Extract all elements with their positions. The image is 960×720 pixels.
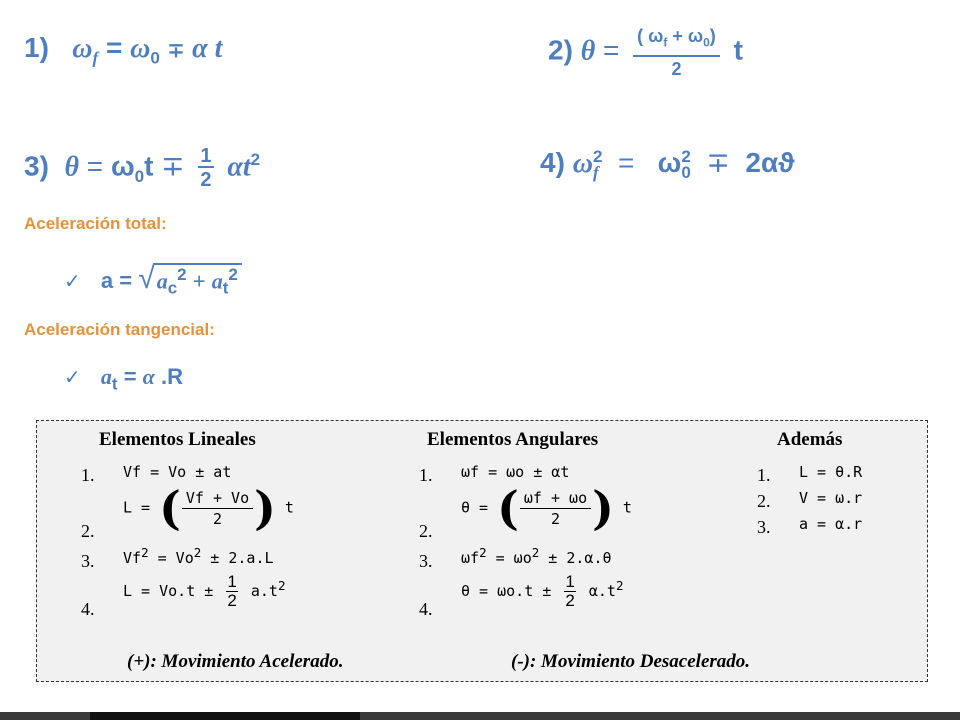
extra-formula-1: L = θ.R bbox=[799, 463, 863, 481]
time-variable: t bbox=[733, 34, 743, 66]
heading-tangential-acceleration: Aceleración tangencial: bbox=[24, 320, 215, 339]
superscript: 2 bbox=[177, 264, 187, 284]
equation-term: 2αϑ bbox=[745, 147, 795, 178]
row-number: 1. bbox=[419, 465, 433, 485]
formula-lhs: a = bbox=[100, 268, 133, 293]
time-variable: t bbox=[284, 498, 294, 517]
fraction-half bbox=[564, 573, 575, 610]
left-paren: ( bbox=[497, 481, 519, 535]
fraction-denominator: 2 bbox=[671, 58, 682, 79]
subscript: 0 bbox=[134, 166, 145, 186]
formula-part: θ = ωo.t ± bbox=[461, 582, 552, 600]
formula-part: = ωo bbox=[486, 549, 532, 567]
row-number: 4. bbox=[81, 599, 95, 619]
row-number: 3. bbox=[419, 551, 433, 571]
radius-term: .R bbox=[160, 364, 183, 389]
check-icon: ✓ bbox=[64, 367, 81, 389]
linear-formula-1: Vf = Vo ± at bbox=[123, 463, 232, 481]
fraction-half bbox=[198, 146, 213, 190]
subscript: c bbox=[167, 278, 178, 298]
equation-4 bbox=[540, 146, 794, 181]
superscript: 2 bbox=[592, 146, 603, 166]
subscript: t bbox=[222, 278, 229, 298]
sqrt-content bbox=[153, 263, 242, 299]
fraction-denominator: 2 bbox=[550, 509, 561, 528]
variable: a bbox=[100, 364, 112, 389]
fraction-numerator: 1 bbox=[565, 572, 575, 591]
formula-table bbox=[36, 420, 928, 682]
minus-plus-sign: ∓ bbox=[167, 40, 185, 62]
fraction bbox=[520, 489, 591, 528]
linear-elements-heading: Elementos Lineales bbox=[99, 429, 256, 450]
fraction-numerator: 1 bbox=[200, 145, 212, 167]
equation-1 bbox=[24, 32, 222, 69]
omega-symbol: ω bbox=[110, 150, 135, 182]
right-paren: ) bbox=[592, 481, 614, 535]
row-number: 1. bbox=[81, 465, 95, 485]
subscript: f bbox=[592, 162, 599, 182]
fraction-numerator: ωf + ωo bbox=[520, 489, 591, 509]
row-number: 2. bbox=[81, 521, 95, 541]
horizontal-scrollbar[interactable] bbox=[0, 712, 960, 720]
fraction-part: ) bbox=[709, 26, 716, 46]
omega-symbol: ω bbox=[572, 148, 593, 179]
formula-part: α.t bbox=[588, 582, 616, 600]
fraction-denominator: 2 bbox=[200, 169, 212, 191]
extra-formula-3: a = α.r bbox=[799, 515, 863, 533]
superscript: 2 bbox=[277, 578, 286, 593]
linear-formula-4 bbox=[123, 573, 285, 610]
subscript: t bbox=[111, 374, 118, 394]
note-decelerated: (-): Movimiento Desacelerado. bbox=[511, 651, 751, 672]
sqrt-icon: √ bbox=[138, 262, 155, 295]
superscript: 2 bbox=[615, 578, 624, 593]
formula-part: Vf bbox=[123, 549, 142, 567]
equation-3 bbox=[24, 146, 260, 190]
superscript: 2 bbox=[250, 150, 261, 170]
superscript: 2 bbox=[228, 264, 238, 284]
angular-elements-heading: Elementos Angulares bbox=[427, 429, 599, 450]
equals-sign: = bbox=[617, 147, 635, 178]
extra-formula-2: V = ω.r bbox=[799, 489, 863, 507]
fraction bbox=[182, 489, 253, 528]
left-paren: ( bbox=[159, 481, 181, 535]
fraction-denominator: 2 bbox=[227, 591, 237, 610]
time-variable: t bbox=[144, 150, 154, 182]
superscript: 2 bbox=[531, 545, 540, 560]
formula-part: ± 2.a.L bbox=[201, 549, 274, 567]
row-number: 2. bbox=[419, 521, 433, 541]
linear-formula-2 bbox=[123, 481, 294, 535]
row-number: 4. bbox=[419, 599, 433, 619]
row-number: 3. bbox=[757, 517, 771, 537]
formula-lhs: L = bbox=[123, 498, 151, 517]
equation-2 bbox=[548, 26, 743, 79]
row-number: 1. bbox=[757, 465, 771, 485]
fraction-denominator: 2 bbox=[565, 591, 575, 610]
equation-number: 1) bbox=[24, 32, 49, 63]
equation-number: 4) bbox=[540, 147, 565, 178]
theta-symbol: θ bbox=[64, 151, 80, 183]
alpha-symbol: α bbox=[142, 364, 155, 389]
equation-term: αt bbox=[227, 151, 251, 183]
superscript: 2 bbox=[141, 545, 149, 560]
minus-plus-sign: ∓ bbox=[706, 147, 730, 178]
total-acceleration-formula bbox=[64, 262, 242, 298]
subscript: 0 bbox=[681, 162, 691, 182]
equals-sign: = bbox=[86, 150, 104, 182]
equals-sign: = bbox=[123, 364, 137, 389]
angular-formula-3 bbox=[461, 545, 612, 567]
formula-part: L = Vo.t ± bbox=[123, 582, 214, 600]
minus-plus-sign: ∓ bbox=[161, 150, 185, 182]
heading-total-acceleration: Aceleración total: bbox=[24, 214, 167, 233]
formula-lhs: θ = bbox=[461, 498, 489, 517]
fraction-numerator: Vf + Vo bbox=[182, 489, 253, 509]
row-number: 2. bbox=[757, 491, 771, 511]
subscript: 0 bbox=[703, 35, 710, 50]
equation-number: 2) bbox=[548, 34, 573, 66]
extra-heading: Además bbox=[777, 429, 843, 450]
fraction bbox=[633, 26, 720, 79]
equals-sign: = bbox=[105, 32, 123, 63]
variable: a bbox=[211, 268, 223, 293]
plus-sign: + bbox=[192, 268, 206, 293]
formula-part: ± 2.α.θ bbox=[539, 549, 612, 567]
fraction-numerator: 1 bbox=[227, 572, 237, 591]
scrollbar-thumb[interactable] bbox=[90, 712, 360, 720]
omega-symbol: ω bbox=[657, 147, 682, 178]
omega-symbol: ω bbox=[72, 33, 93, 64]
note-accelerated: (+): Movimiento Acelerado. bbox=[127, 651, 344, 672]
fraction-half bbox=[226, 573, 237, 610]
equation-number: 3) bbox=[24, 150, 49, 182]
angular-formula-4 bbox=[461, 573, 623, 610]
equation-term: α t bbox=[192, 33, 223, 64]
right-paren: ) bbox=[254, 481, 276, 535]
variable: a bbox=[156, 268, 168, 293]
time-variable: t bbox=[622, 498, 632, 517]
formula-part: ωf bbox=[461, 549, 480, 567]
row-number: 3. bbox=[81, 551, 95, 571]
theta-symbol: θ bbox=[580, 35, 596, 67]
check-icon: ✓ bbox=[64, 271, 81, 293]
superscript: 2 bbox=[193, 545, 202, 560]
equals-sign: = bbox=[603, 34, 620, 66]
fraction-part: ( ω bbox=[637, 26, 664, 46]
subscript: f bbox=[663, 35, 668, 50]
superscript: 2 bbox=[479, 545, 487, 560]
angular-formula-2 bbox=[461, 481, 632, 535]
angular-formula-1: ωf = ωo ± αt bbox=[461, 463, 570, 481]
subscript: f bbox=[92, 48, 99, 68]
fraction-denominator: 2 bbox=[212, 509, 223, 528]
omega-symbol: ω bbox=[130, 33, 151, 64]
linear-formula-3 bbox=[123, 545, 274, 567]
tangential-acceleration-formula bbox=[64, 364, 183, 394]
subscript: 0 bbox=[150, 48, 160, 68]
formula-part: a.t bbox=[250, 582, 278, 600]
fraction-part: + ω bbox=[672, 26, 704, 46]
superscript: 2 bbox=[681, 146, 691, 166]
formula-part: = Vo bbox=[148, 549, 194, 567]
